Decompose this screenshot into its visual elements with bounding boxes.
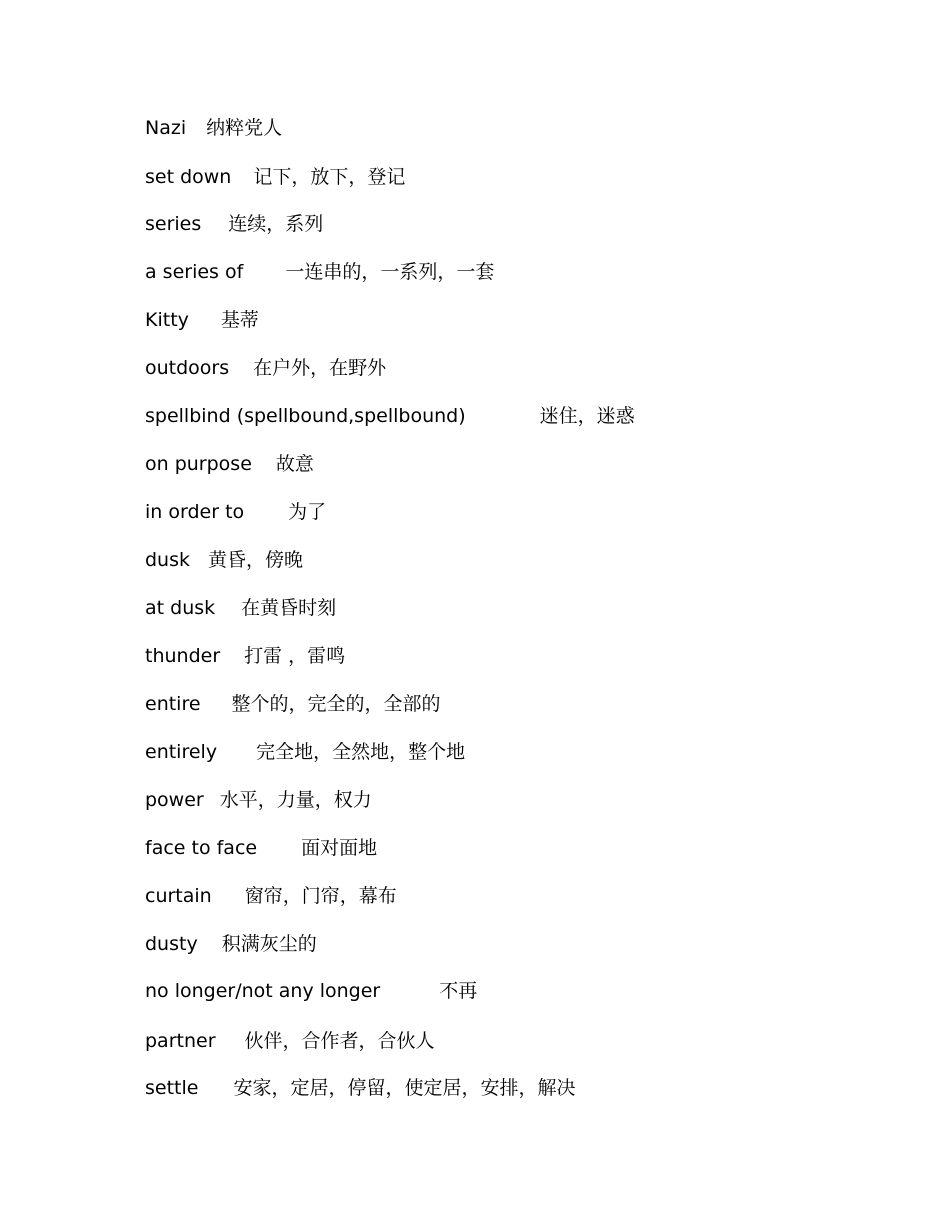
vocab-term: Nazi	[145, 117, 187, 139]
vocab-entry	[145, 883, 397, 909]
vocab-meaning: 基蒂	[220, 309, 259, 331]
vocab-entry	[145, 787, 372, 813]
vocab-term: spellbind (spellbound,spellbound)	[145, 405, 466, 427]
vocab-term: entirely	[145, 741, 218, 763]
vocab-term: power	[145, 789, 204, 811]
vocab-entry	[145, 1075, 575, 1101]
vocab-meaning: 在户外，在野外	[253, 357, 387, 379]
vocab-meaning: 纳粹党人	[206, 117, 283, 139]
vocab-meaning: 黄昏，傍晚	[208, 549, 304, 571]
vocab-term: set down	[145, 166, 232, 188]
vocab-meaning: 窗帘，门帘，幕布	[244, 885, 397, 907]
vocab-entry	[145, 403, 635, 429]
vocab-term: entire	[145, 693, 201, 715]
vocab-meaning: 面对面地	[301, 837, 378, 859]
vocab-meaning: 积满灰尘的	[221, 933, 317, 955]
vocab-meaning: 水平，力量，权力	[219, 789, 372, 811]
vocab-entry	[145, 164, 405, 190]
vocab-term: at dusk	[145, 597, 216, 619]
vocab-meaning: 记下，放下，登记	[253, 166, 406, 188]
vocab-term: Kitty	[145, 309, 189, 331]
vocab-entry	[145, 259, 494, 285]
vocab-term: on purpose	[145, 453, 252, 475]
vocab-entry	[145, 547, 303, 573]
vocab-meaning: 在黄昏时刻	[241, 597, 337, 619]
vocab-meaning: 完全地，全然地，整个地	[256, 741, 466, 763]
vocab-entry	[145, 595, 336, 621]
vocab-term: no longer/not any longer	[145, 980, 381, 1002]
vocab-meaning: 连续，系列	[228, 213, 324, 235]
vocab-entry	[145, 307, 259, 333]
vocab-meaning: 安家，定居，停留，使定居，安排，解决	[233, 1077, 576, 1099]
vocab-entry	[145, 211, 323, 237]
vocab-term: series	[145, 213, 202, 235]
vocab-term: in order to	[145, 501, 245, 523]
vocab-meaning: 一连串的，一系列，一套	[285, 261, 495, 283]
vocab-term: a series of	[145, 261, 244, 283]
vocab-meaning: 迷住，迷惑	[539, 405, 635, 427]
vocab-term: dusty	[145, 933, 198, 955]
vocab-meaning: 不再	[439, 980, 478, 1002]
vocab-meaning: 整个的，完全的，全部的	[231, 693, 441, 715]
vocab-entry	[145, 739, 465, 765]
vocab-meaning: 故意	[275, 453, 314, 475]
vocab-entry	[145, 931, 317, 957]
vocab-term: thunder	[145, 645, 221, 667]
vocab-entry	[145, 643, 345, 669]
vocab-meaning: 打雷 ，雷鸣	[244, 645, 346, 667]
vocab-term: outdoors	[145, 357, 230, 379]
vocab-entry	[145, 978, 477, 1004]
vocab-term: curtain	[145, 885, 212, 907]
vocab-entry	[145, 451, 314, 477]
vocab-meaning: 伙伴，合作者，合伙人	[244, 1030, 435, 1052]
vocab-entry	[145, 115, 282, 141]
vocab-entry	[145, 835, 377, 861]
vocab-term: face to face	[145, 837, 258, 859]
vocab-term: settle	[145, 1077, 199, 1099]
vocab-term: dusk	[145, 549, 191, 571]
vocab-meaning: 为了	[288, 501, 327, 523]
vocab-entry	[145, 499, 326, 525]
vocab-term: partner	[145, 1030, 216, 1052]
vocab-entry	[145, 1028, 435, 1054]
vocab-entry	[145, 355, 386, 381]
vocab-entry	[145, 691, 441, 717]
